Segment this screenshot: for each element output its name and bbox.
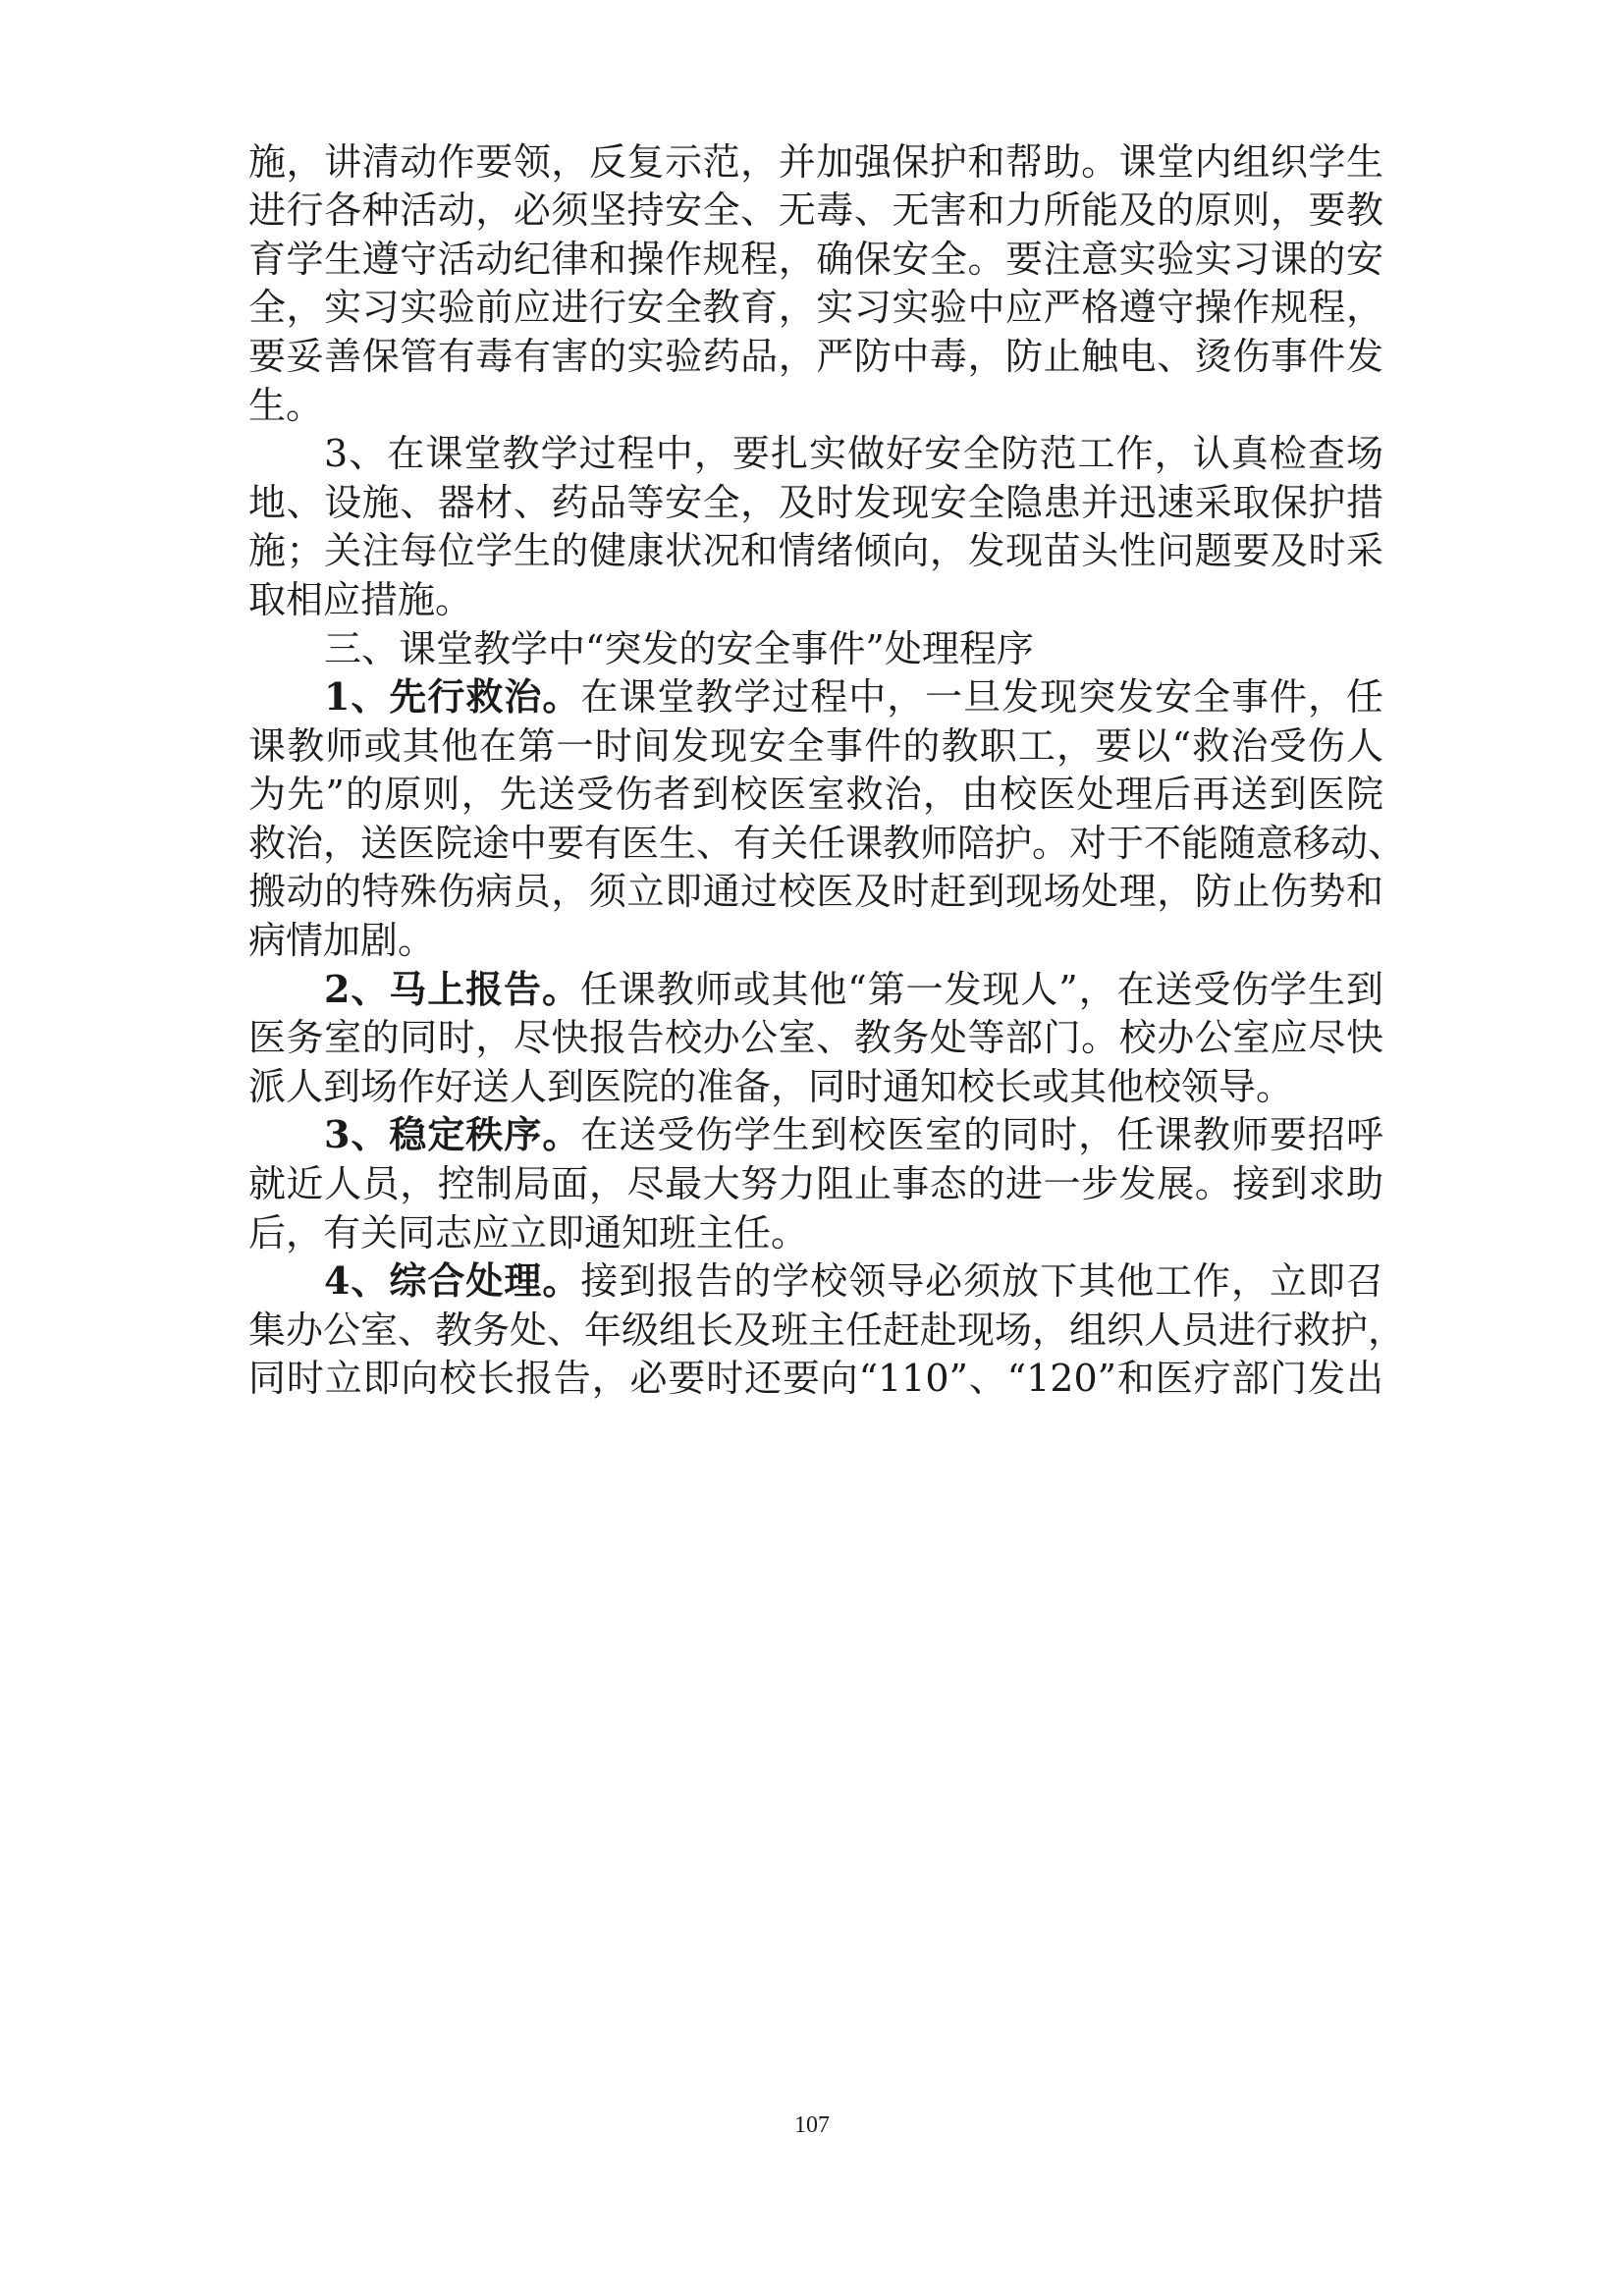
item-first-line-text: 任课教师或其他“第一发现人”，在送受伤学生到 (579, 968, 1383, 1011)
item-first-line (324, 966, 1383, 1013)
section-heading: 三、课堂教学中“突发的安全事件”处理程序 (324, 627, 1034, 670)
item-lead: 1、先行救治。 (324, 674, 581, 719)
body-line: 要妥善保管有毒有害的实验药品，严防中毒，防止触电、烫伤事件发 (248, 335, 1383, 378)
body-line: 集办公室、教务处、年级组长及班主任赶赴现场，组织人员进行救护， (248, 1308, 1406, 1352)
item-first-line (324, 1111, 1383, 1158)
body-line: 进行各种活动，必须坚持安全、无毒、无害和力所能及的原则，要教 (248, 188, 1383, 232)
body-line: 3、在课堂教学过程中，要扎实做好安全防范工作，认真检查场 (324, 432, 1383, 475)
item-first-line-text: 在送受伤学生到校医室的同时，任课教师要招呼 (580, 1113, 1383, 1156)
body-line: 医务室的同时，尽快报告校办公室、教务处等部门。校办公室应尽快 (248, 1016, 1383, 1059)
item-first-line (324, 673, 1383, 721)
page-number: 107 (794, 2112, 830, 2138)
body-line: 全，实习实验前应进行安全教育，实习实验中应严格遵守操作规程， (248, 286, 1383, 329)
body-line: 派人到场作好送人到医院的准备，同时通知校长或其他校领导。 (248, 1065, 1294, 1108)
body-line: 为先”的原则，先送受伤者到校医室救治，由校医处理后再送到医院 (248, 773, 1383, 816)
item-first-line-text: 接到报告的学校领导必须放下其他工作，立即召 (580, 1259, 1383, 1303)
item-first-line (324, 1257, 1383, 1305)
body-line: 生。 (248, 384, 324, 427)
body-line: 就近人员，控制局面，尽最大努力阻止事态的进一步发展。接到求助 (248, 1162, 1383, 1205)
body-line: 课教师或其他在第一时间发现安全事件的教职工，要以“救治受伤人 (248, 724, 1383, 768)
item-lead: 3、稳定秩序。 (324, 1112, 581, 1156)
body-line: 取相应措施。 (248, 578, 473, 621)
item-lead: 2、马上报告。 (324, 967, 580, 1011)
body-line: 育学生遵守活动纪律和操作规程，确保安全。要注意实验实习课的安 (248, 238, 1383, 281)
body-line: 救治，送医院途中要有医生、有关任课教师陪护。对于不能随意移动、 (248, 822, 1406, 865)
body-line: 施；关注每位学生的健康状况和情绪倾向，发现苗头性问题要及时采 (248, 529, 1383, 572)
body-line: 同时立即向校长报告，必要时还要向“110”、“120”和医疗部门发出 (248, 1357, 1383, 1400)
body-line: 病情加剧。 (248, 919, 436, 962)
body-line: 地、设施、器材、药品等安全，及时发现安全隐患并迅速采取保护措 (248, 481, 1383, 524)
body-line: 搬动的特殊伤病员，须立即通过校医及时赶到现场处理，防止伤势和 (248, 870, 1383, 913)
body-line: 施，讲清动作要领，反复示范，并加强保护和帮助。课堂内组织学生 (248, 140, 1383, 184)
body-line: 后，有关同志应立即通知班主任。 (248, 1211, 809, 1255)
item-lead: 4、综合处理。 (324, 1258, 581, 1303)
item-first-line-text: 在课堂教学过程中，一旦发现突发安全事件，任 (580, 675, 1383, 719)
